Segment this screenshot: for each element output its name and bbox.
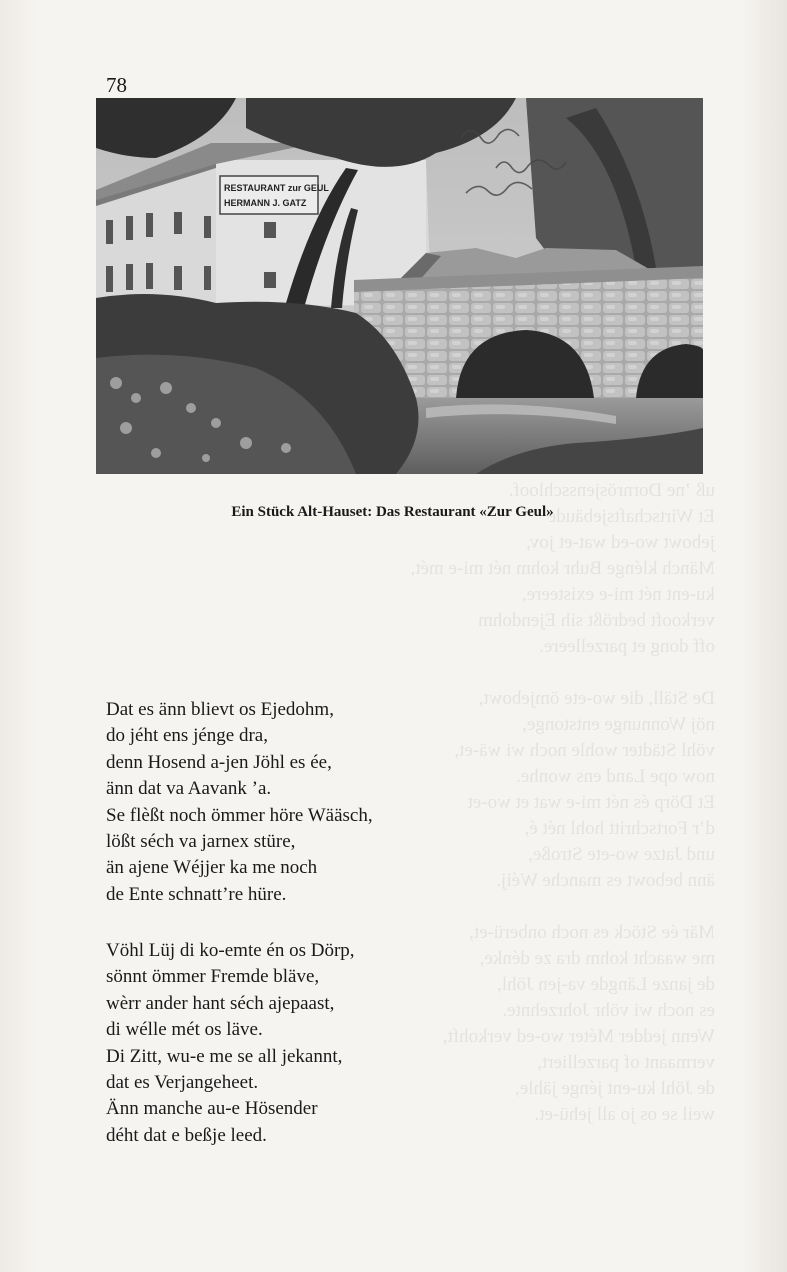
poem-line: änn dat va Aavank ’a. xyxy=(106,778,272,800)
photo-caption xyxy=(96,502,703,522)
poem-line: än ajene Wéjjer ka me noch xyxy=(106,857,318,879)
poem-stanza-1 xyxy=(106,697,373,908)
poem-line: Vöhl Lüj di ko-emte én os Dörp, xyxy=(106,940,355,961)
poem-stanza-2 xyxy=(106,938,355,1149)
poem-line: wèrr ander hant séch ajepaast, xyxy=(106,992,335,1014)
poem-line: Se flèßt noch ömmer höre Wääsch, xyxy=(106,804,373,826)
sign-line-2: HERMANN J. GATZ xyxy=(224,198,307,208)
poem-line: dat es Verjangeheet. xyxy=(106,1072,259,1094)
poem-line: do jéht ens jénge dra, xyxy=(106,725,268,747)
poem-line: lößt séch va jarnex stüre, xyxy=(106,831,296,853)
page-number: 78 xyxy=(106,73,127,97)
poem-line: Di Zitt, wu-e me se all jekannt, xyxy=(106,1045,343,1067)
reverse-page-show-through: uß ’ne Dornrösjensschloof. Et Wirtschaftsjebäude jebowt wo-ed wat-et jov, Mänch klénge Buhr kohm nét mi-e mét, ku-ent nét mi-e existeere, verkooft bedrößt sih Ejendohm off dong et parzelleere. De Ställ, die wo-ete ömjebowt, nöj Wonnunge entstonge, vöhl Städter wohle noch wi wä-et, now ope Land ens wonhe. Et Dörp és nét mi-e wat et wo-et d’r Fortschritt hohl nét é, und Jatze wo-ete Stroße, änn bebowt es manche Wéij. Mär ée Stöck es noch onberü-et, me waacht kohm dra ze dénke, de janze Längde va-jen Jöhl, es noch wi vöhr Johrzehnte. Wenn jedder Méter wo-ed verkohft, vermaant of parzelliert, de Jöhl ku-ent jénge jähle, weil se os jo all jehü-et. xyxy=(410,480,715,1125)
poem-line: di wélle mét os läve. xyxy=(106,1019,263,1041)
poem-line: Änn manche au-e Hösender xyxy=(106,1098,318,1120)
poem-line: de Ente schnatt’re hüre. xyxy=(106,883,287,905)
poem-line: déht dat e beßje leed. xyxy=(106,1124,267,1146)
sign-line-1: RESTAURANT zur GEUL xyxy=(224,183,329,193)
poem-line: denn Hosend a-jen Jöhl es ée, xyxy=(106,751,332,773)
photo-restaurant-zur-geul xyxy=(96,98,703,474)
poem-line: sönnt ömmer Fremde bläve, xyxy=(106,966,320,988)
photo-caption-text: Ein Stück Alt-Hauset: Das Restaurant «Zur Geul» xyxy=(231,504,554,520)
poem-line: Dat es änn blievt os Ejedohm, xyxy=(106,699,334,720)
